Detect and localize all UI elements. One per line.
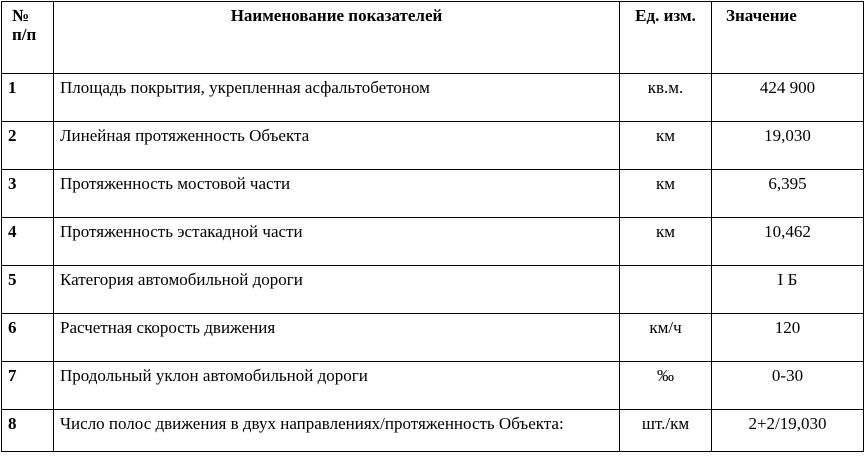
row-unit: км <box>620 170 712 218</box>
table-row <box>2 74 864 122</box>
row-name: Протяженность мостовой части <box>54 170 620 218</box>
header-unit: Ед. изм. <box>620 2 712 74</box>
table-row <box>2 362 864 410</box>
row-unit: км <box>620 122 712 170</box>
row-value: 2+2/19,030 <box>712 410 864 452</box>
header-name: Наименование показателей <box>54 2 620 74</box>
row-unit: км <box>620 218 712 266</box>
row-number: 5 <box>2 266 54 314</box>
row-number: 7 <box>2 362 54 410</box>
row-value: 10,462 <box>712 218 864 266</box>
row-unit <box>620 266 712 314</box>
indicators-table <box>1 1 864 452</box>
row-number: 3 <box>2 170 54 218</box>
table-header-row <box>2 2 864 74</box>
header-number: № п/п <box>2 2 54 74</box>
table-row <box>2 314 864 362</box>
row-name: Расчетная скорость движения <box>54 314 620 362</box>
row-number: 8 <box>2 410 54 452</box>
table-row <box>2 170 864 218</box>
row-number: 2 <box>2 122 54 170</box>
row-value: 6,395 <box>712 170 864 218</box>
row-unit: кв.м. <box>620 74 712 122</box>
row-value: I Б <box>712 266 864 314</box>
row-name: Число полос движения в двух направлениях/протяженность Объекта: <box>54 410 620 452</box>
table-row <box>2 218 864 266</box>
row-number: 1 <box>2 74 54 122</box>
row-value: 120 <box>712 314 864 362</box>
row-name: Категория автомобильной дороги <box>54 266 620 314</box>
table-row <box>2 410 864 452</box>
table-row <box>2 266 864 314</box>
row-value: 0-30 <box>712 362 864 410</box>
row-name: Площадь покрытия, укрепленная асфальтобетоном <box>54 74 620 122</box>
row-number: 6 <box>2 314 54 362</box>
row-name: Продольный уклон автомобильной дороги <box>54 362 620 410</box>
row-unit: шт./км <box>620 410 712 452</box>
row-name: Протяженность эстакадной части <box>54 218 620 266</box>
row-value: 424 900 <box>712 74 864 122</box>
row-value: 19,030 <box>712 122 864 170</box>
row-number: 4 <box>2 218 54 266</box>
header-value: Значение <box>712 2 864 74</box>
row-unit: км/ч <box>620 314 712 362</box>
row-name: Линейная протяженность Объекта <box>54 122 620 170</box>
row-unit: ‰ <box>620 362 712 410</box>
table-row <box>2 122 864 170</box>
